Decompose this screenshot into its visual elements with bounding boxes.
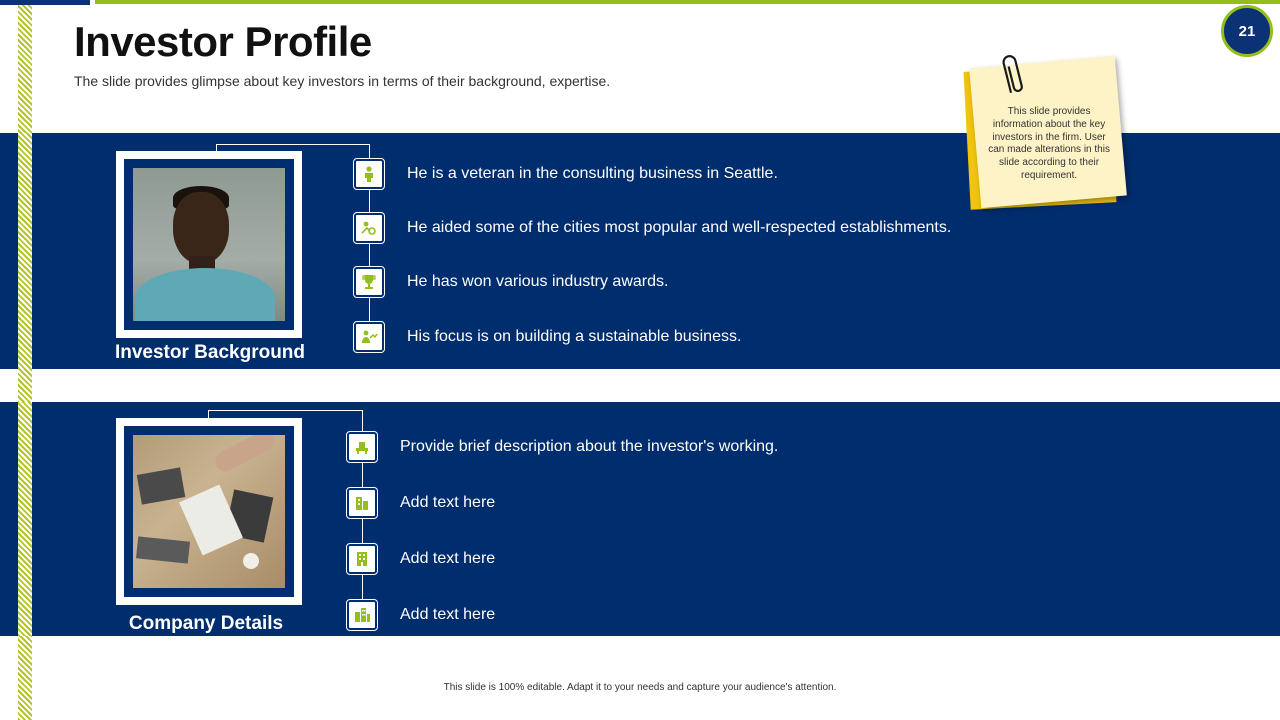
investor-bullet-3: He has won various industry awards.: [407, 273, 669, 290]
desk-icon: [347, 432, 377, 462]
investor-bullet-4: His focus is on building a sustainable business.: [407, 328, 742, 345]
company-bullet-1: Provide brief description about the investor's working.: [400, 438, 779, 455]
top-accent-bar-navy: [0, 0, 90, 5]
company-photo-frame: [116, 418, 302, 605]
top-accent-bar-green: [95, 0, 1280, 4]
growth-icon: [354, 322, 384, 352]
page-subtitle: The slide provides glimpse about key investors in terms of their background, expertise.: [74, 73, 611, 89]
city-icon: [347, 600, 377, 630]
paperclip-icon: [997, 52, 1027, 100]
band-stripe-overlay: [18, 133, 32, 369]
connector-line: [208, 410, 362, 411]
company-bullet-4: Add text here: [400, 606, 496, 623]
sticky-note-text: This slide provides information about the key investors in the firm. User can made alterations in this slide according to their requirement.: [988, 105, 1110, 181]
band-stripe-overlay: [18, 402, 32, 636]
sticky-note-paper: [969, 56, 1127, 208]
investor-bullet-2: He aided some of the cities most popular and well-respected establishments.: [407, 219, 952, 236]
investor-bullet-1: He is a veteran in the consulting business in Seattle.: [407, 165, 778, 182]
trophy-icon: [354, 267, 384, 297]
building-icon: [347, 488, 377, 518]
footer-note: This slide is 100% editable. Adapt it to your needs and capture your audience's attention.: [443, 682, 837, 693]
office-icon: [347, 544, 377, 574]
connector-line: [216, 144, 369, 145]
page-number-badge: 21: [1221, 5, 1273, 57]
investor-background-label: Investor Background: [114, 342, 306, 363]
company-photo: [133, 435, 285, 588]
person-icon: [354, 159, 384, 189]
company-bullet-2: Add text here: [400, 494, 496, 511]
investor-photo-frame: [116, 151, 302, 338]
company-bullet-3: Add text here: [400, 550, 496, 567]
handshake-icon: [354, 213, 384, 243]
connector-line: [216, 144, 217, 152]
page-title: Investor Profile: [74, 18, 372, 65]
company-details-label: Company Details: [128, 613, 284, 634]
investor-photo: [133, 168, 285, 321]
sticky-note: [967, 62, 1121, 206]
connector-line: [208, 410, 209, 419]
